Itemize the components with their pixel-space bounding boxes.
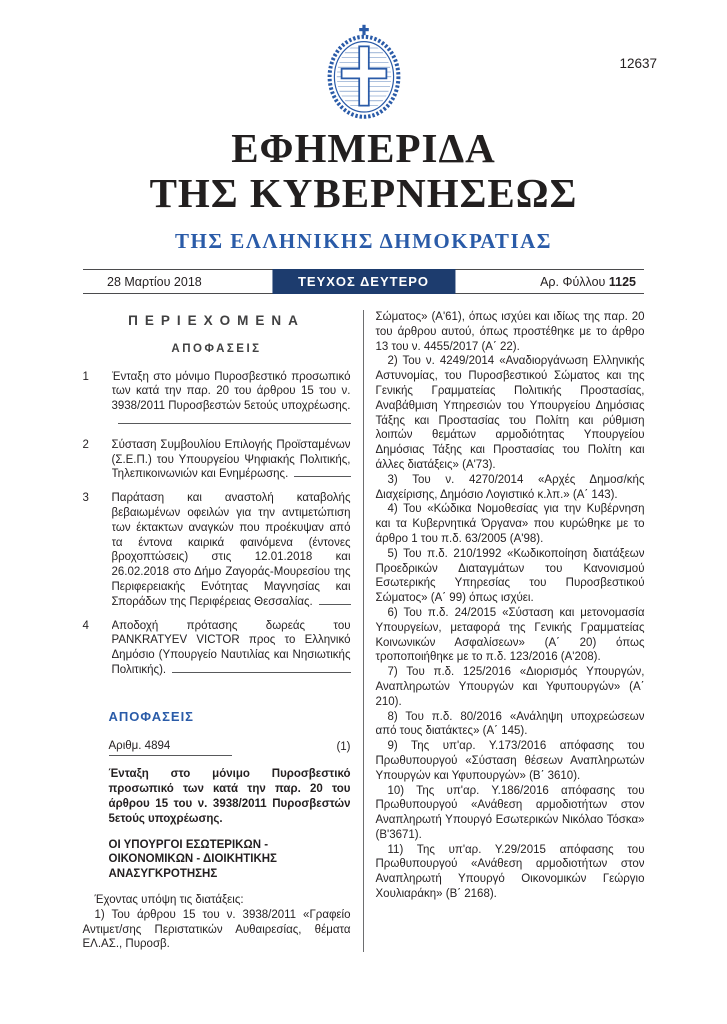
toc-item-number: 3 [82,492,89,505]
issue-sheet-label: Αρ. Φύλλου [540,274,606,289]
gazette-title-line-1: ΕΦΗΜΕΡΙΔΑ [231,125,496,171]
toc-item-1 [83,370,351,429]
gazette-title-line-2: ΤΗΣ ΚΥΒΕΡΝΗΣΕΩΣ [149,170,578,216]
decision-issuers: ΟΙ ΥΠΟΥΡΓΟΙ ΕΣΩΤΕΡΙΚΩΝ - ΟΙΚΟΝΟΜΙΚΩΝ - ΔΙΟΙΚΗΤΙΚΗΣ ΑΝΑΣΥΓΚΡΟΤΗΣΗΣ [108,838,277,881]
body-paragraph: 3) Του ν. 4270/2014 «Αρχές Δημοσ/κής Διαχείρισης, Δημόσιο Λογιστικό κ.λπ.» (Α΄ 143). [375,473,645,501]
decision-title: Ένταξη στο μόνιμο Πυροσβεστικό προσωπικό των κατά την παρ. 20 του άρθρου 15 του ν. 3938/2011 Πυροσβεστών 5ετούς υποχρέωσης. [108,768,351,825]
decision-number-row [109,739,351,757]
body-paragraph: 2) Του ν. 4249/2014 «Αναδιοργάνωση Ελληνικής Αστυνομίας, του Πυροσβεστικού Σώματος και της Γενικής Γραμματείας Πολιτικής Προστασίας, Αναβάθμιση Υπηρεσιών του Υπουργείου Δημόσιας Τάξης και Προστασίας του Πολίτη και ρύθμιση λοιπών θεμάτων αρμοδιότητας Υπουργείου Δημόσιας Τάξης και Προστασίας του Πολίτη και άλλες διατάξεις» (Α'73). [375,355,645,471]
content-columns [83,310,645,952]
body-paragraph: 11) Της υπ'αρ. Υ.29/2015 απόφασης του Πρωθυπουργού «Ανάθεση αρμοδιοτήτων στον Αναπληρωτή Υπουργό Οικονομικών Γεώργιο Χουλιαράκη» (Β΄ 2168). [375,843,645,901]
toc-item-number: 2 [82,438,89,451]
decision-intro: Έχοντας υπόψη τις διατάξεις: [94,893,244,906]
gazette-subtitle: ΤΗΣ ΕΛΛΗΝΙΚΗΣ ΔΗΜΟΚΡΑΤΙΑΣ [174,229,553,253]
right-column [364,310,645,952]
issue-volume-badge: ΤΕΥΧΟΣ ΔΕΥΤΕΡΟ [272,269,455,294]
body-paragraph: Σώματος» (Α'61), όπως ισχύει και ιδίως της παρ. 20 του άρθρου αυτού, όπως προστέθηκε με το άρθρο 13 του ν. 4455/2017 (Α΄ 22). [375,311,645,353]
left-column [83,310,364,952]
decision-clause-1: 1) Του άρθρου 15 του ν. 3938/2011 «Γραφείο Αντιμετ/σης Περιστατικών Αυθαιρεσίας, θέματα ΕΛ.ΑΣ., Πυροσβ. [82,908,351,951]
body-paragraph: 5) Του π.δ. 210/1992 «Κωδικοποίηση διατάξεων Προεδρικών Διαταγμάτων του Κανονισμού Εσωτερικής Υπηρεσίας του Πυροσβεστικού Σώματος» (Α΄ 99) όπως ισχύει. [375,547,645,605]
issue-sheet-number: 1125 [608,274,636,289]
contents-subheading: ΑΠΟΦΑΣΕΙΣ [171,342,262,355]
toc-item-2 [83,438,351,482]
decision-index: (1) [336,740,351,753]
national-emblem-icon [0,24,727,120]
body-paragraph: 4) Του «Κώδικα Νομοθεσίας για την Κυβέρνηση και τα Κυβερνητικά Όργανα» που κυρώθηκε με το άρθρο 1 του π.δ. 63/2005 (Α'98). [375,503,645,545]
body-paragraph: 9) Της υπ'αρ. Υ.173/2016 απόφασης του Πρωθυπουργού «Σύσταση θέσεων Αναπληρωτών Υπουργών και Υφυπουργών» (Β΄ 3610). [375,740,645,782]
issue-sheet [540,275,644,289]
page-number: 12637 [619,56,657,71]
contents-heading: ΠΕΡΙΕΧΟΜΕΝΑ [128,313,305,328]
toc-item-number: 1 [82,370,89,383]
toc-item-text: Ένταξη στο μόνιμο Πυροσβεστικό προσωπικό των κατά την παρ. 20 του άρθρου 15 του ν. 3938/2011 Πυροσβεστών 5ετούς υποχρέωσης. [112,370,351,429]
decision-number: Αριθμ. 4894 [109,739,233,757]
toc-item-3 [83,491,351,609]
issue-date: 28 Μαρτίου 2018 [107,274,202,289]
masthead [0,0,727,254]
body-paragraph: 7) Του π.δ. 125/2016 «Διορισμός Υπουργών, Αναπληρωτών Υπουργών και Υφυπουργών» (Α΄ 210). [375,666,645,708]
issue-bar [83,269,644,294]
toc-item-text: Σύσταση Συμβουλίου Επιλογής Προϊσταμένων (Σ.Ε.Π.) του Υπουργείου Ψηφιακής Πολιτικής, Τηλεπικοινωνιών και Ενημέρωσης. [111,438,351,481]
toc-item-number: 4 [82,619,89,632]
body-paragraph: 10) Της υπ'αρ. Υ.186/2016 απόφασης του Πρωθυπουργού «Ανάθεση αρμοδιοτήτων στον Αναπληρωτή Υπουργό Εσωτερικών Νικόλαο Τόσκα» (Β'3671). [375,784,645,841]
decisions-section-heading: ΑΠΟΦΑΣΕΙΣ [108,708,194,724]
toc-item-text: Αποδοχή πρότασης δωρεάς του PANKRATYEV VICTOR προς το Ελληνικό Δημόσιο (Υπουργείο Ναυτιλίας και Νησιωτικής Πολιτικής). [111,619,351,676]
toc-item-4 [83,619,351,678]
toc-item-text: Παράταση και αναστολή καταβολής βεβαιωμένων οφειλών για την αντιμετώπιση των έκτακτων αναγκών που προέκυψαν από τα έντονα καιρικά φαινόμενα (έντονες βροχοπτώσεις) στις 12.01.2018 και 26.02.2018 στο Δήμο Ζαγοράς-Μουρεσίου της Περιφερειακής Ενότητας Μαγνησίας και Σποράδων της Περιφέρειας Θεσσαλίας. [111,492,351,608]
body-paragraph: 6) Του π.δ. 24/2015 «Σύσταση και μετονομασία Υπουργείων, μεταφορά της Γενικής Γραμματείας Κοινωνικών Ασφαλίσεων» (Α΄ 20) όπως τροποποιήθηκε με το π.δ. 123/2016 (Α'208). [375,606,645,664]
body-paragraph: 8) Του π.δ. 80/2016 «Ανάληψη υποχρεώσεων από τους διατάκτες» (Α΄ 145). [375,710,645,738]
